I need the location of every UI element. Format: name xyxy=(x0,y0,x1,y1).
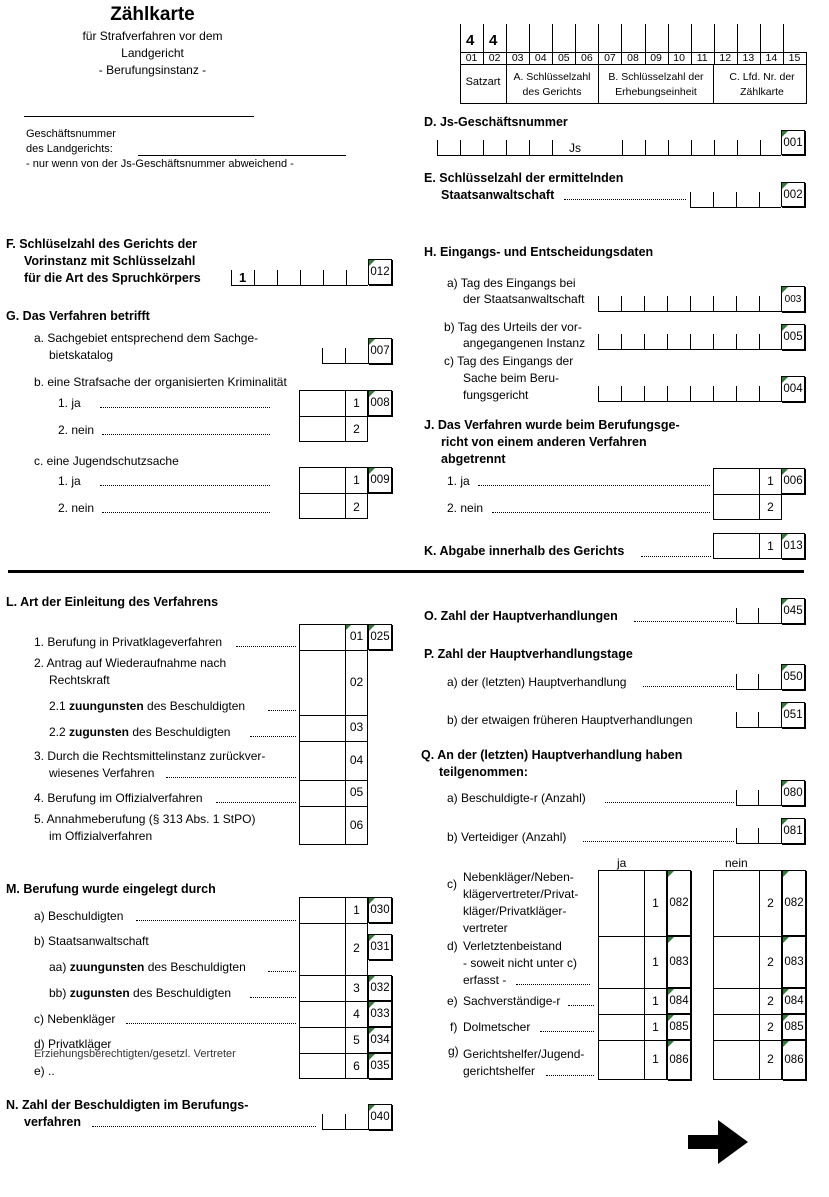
code-050: 050 xyxy=(781,664,805,690)
l-item-1: 1. Berufung in Privatklageverfahren xyxy=(34,635,223,649)
section-f-title-2: Vorinstanz mit Schlüsselzahl xyxy=(24,254,196,268)
m-num-6: 6 xyxy=(353,1059,360,1073)
g-b-checkbox-area[interactable] xyxy=(299,390,346,442)
q-c-line-2: klägervertreter/Privat- xyxy=(463,887,579,901)
n-count-input[interactable] xyxy=(322,1114,368,1130)
code-030: 030 xyxy=(368,897,392,923)
code-084-ja: 084 xyxy=(667,988,691,1014)
m-num-5: 5 xyxy=(353,1033,360,1047)
subtitle-line-1: für Strafverfahren vor dem xyxy=(82,29,223,43)
grid-label-b: B. Schlüsselzahl der Erhebungseinheit xyxy=(608,71,704,98)
grid-column-10: 11 xyxy=(696,52,708,64)
satzart-digit-1: 4 xyxy=(466,32,475,49)
g-b-num-2: 2 xyxy=(353,422,360,436)
subtitle-line-2: Landgericht xyxy=(121,46,184,60)
code-086-ja: 086 xyxy=(667,1040,691,1080)
q-d-prefix: d) xyxy=(447,939,458,953)
l-item-2-line-2: Rechtskraft xyxy=(49,673,110,687)
g-a-label-1: a. Sachgebiet entsprechend dem Sachge- xyxy=(34,331,259,345)
code-005: 005 xyxy=(781,324,805,350)
p-a-input[interactable] xyxy=(736,674,781,690)
case-number-label-1: Geschäftsnummer xyxy=(26,128,116,140)
l-checkbox-column[interactable] xyxy=(299,624,346,845)
section-n-title-1: N. Zahl der Beschuldigten im Berufungs- xyxy=(6,1098,249,1112)
prosecution-key-input[interactable] xyxy=(690,192,781,208)
section-l-title: L. Art der Einleitung des Verfahrens xyxy=(6,595,219,609)
q-ja-checkbox-column[interactable] xyxy=(598,870,645,1080)
m-a-label: a) Beschuldigten xyxy=(34,909,124,923)
grid-column-0: 01 xyxy=(465,52,478,64)
section-g-title: G. Das Verfahren betrifft xyxy=(6,309,150,323)
code-002: 002 xyxy=(781,182,805,207)
h-a-label-2: der Staatsanwaltschaft xyxy=(463,292,585,306)
g-a-label-2: bietskatalog xyxy=(49,348,114,362)
l-item-2-1: 2.1 zuungunsten des Beschuldigten xyxy=(49,699,246,713)
code-082-ja: 082 xyxy=(667,870,691,936)
code-032: 032 xyxy=(368,975,392,1001)
code-051: 051 xyxy=(781,702,805,728)
section-p-title: P. Zahl der Hauptverhandlungstage xyxy=(424,647,633,661)
m-d-label: d) Privatkläger xyxy=(34,1037,112,1051)
code-008: 008 xyxy=(368,390,392,416)
k-checkbox[interactable] xyxy=(713,533,760,559)
grid-column-2: 03 xyxy=(511,52,524,64)
code-082-nein: 082 xyxy=(782,870,806,936)
code-080: 080 xyxy=(781,780,805,806)
p-b-label: b) der etwaigen früheren Hauptverhandlungen xyxy=(447,713,693,727)
grid-column-6: 07 xyxy=(604,52,616,64)
grid-column-13: 14 xyxy=(765,52,778,64)
grid-column-14: 15 xyxy=(788,52,801,64)
p-a-label: a) der (letzten) Hauptverhandlung xyxy=(447,675,627,689)
satzart-digit-2: 4 xyxy=(489,32,498,49)
g-b-label: b. eine Strafsache der organisierten Kriminalität xyxy=(34,375,287,389)
m-checkbox-column[interactable] xyxy=(299,897,346,1079)
g-c-option-ja: 1. ja xyxy=(58,474,81,488)
code-081: 081 xyxy=(781,818,805,844)
next-page-arrow-icon[interactable] xyxy=(688,1118,750,1166)
q-nein-header: nein xyxy=(725,856,748,870)
q-c-ja-num: 1 xyxy=(652,896,659,910)
q-d-line-2: - soweit nicht unter c) xyxy=(463,956,578,970)
h-a-date-input[interactable] xyxy=(598,296,781,312)
case-number-label-2: des Landgerichts: xyxy=(26,143,113,155)
l-item-4: 4. Berufung im Offizialverfahren xyxy=(34,791,203,805)
code-031: 031 xyxy=(368,934,392,960)
j-option-ja: 1. ja xyxy=(447,474,470,488)
grid-column-12: 13 xyxy=(742,52,755,64)
section-o-title: O. Zahl der Hauptverhandlungen xyxy=(424,609,618,623)
section-j-title-2: richt von einem anderen Verfahren xyxy=(441,435,647,449)
code-033: 033 xyxy=(368,1001,392,1027)
subtitle-line-3: - Berufungsinstanz - xyxy=(98,63,207,77)
m-b-aa-label: aa) zuungunsten des Beschuldigten xyxy=(49,960,246,974)
l-num-05: 05 xyxy=(349,785,364,799)
q-f-label: Dolmetscher xyxy=(463,1020,531,1034)
m-num-4: 4 xyxy=(353,1007,360,1021)
grid-column-5: 06 xyxy=(581,52,593,64)
h-b-label-2: angegangenen Instanz xyxy=(463,336,586,350)
q-g-prefix: g) xyxy=(448,1044,459,1058)
section-q-title-1: Q. An der (letzten) Hauptverhandlung haben xyxy=(421,748,683,762)
satz-grid xyxy=(460,24,806,104)
subject-area-input[interactable] xyxy=(322,348,368,364)
q-f-prefix: f) xyxy=(450,1020,458,1034)
code-004: 004 xyxy=(781,376,805,402)
q-d-ja-num: 1 xyxy=(652,955,659,969)
l-item-5-line-2: im Offizialverfahren xyxy=(49,829,153,843)
q-a-input[interactable] xyxy=(736,790,781,806)
l-num-column xyxy=(345,624,368,845)
q-e-prefix: e) xyxy=(447,994,458,1008)
q-c-line-4: vertreter xyxy=(463,921,508,935)
g-c-num-1: 1 xyxy=(353,473,360,487)
h-a-label-1: a) Tag des Eingangs bei xyxy=(447,276,576,290)
section-n-title-2: verfahren xyxy=(24,1115,81,1129)
l-num-02: 02 xyxy=(349,675,364,689)
code-083-nein: 083 xyxy=(782,936,806,988)
q-c-line-1: Nebenkläger/Neben- xyxy=(463,870,574,884)
q-c-nein-num: 2 xyxy=(767,896,774,910)
m-num-2: 2 xyxy=(353,941,360,955)
prefill-digit: 1 xyxy=(239,270,247,285)
section-m-title: M. Berufung wurde eingelegt durch xyxy=(6,882,216,896)
g-c-checkbox-area[interactable] xyxy=(299,467,346,519)
g-b-option-nein: 2. nein xyxy=(58,423,95,437)
section-f-title-1: F. Schlüselzahl des Gerichts der xyxy=(6,237,198,251)
h-c-label-2: Sache beim Beru- xyxy=(463,371,560,385)
js-label: Js xyxy=(569,141,581,155)
g-c-label: c. eine Jugendschutzsache xyxy=(34,454,179,468)
grid-column-1: 02 xyxy=(488,52,501,64)
q-g-line-1: Gerichtshelfer/Jugend- xyxy=(463,1047,585,1061)
grid-column-3: 04 xyxy=(534,52,547,64)
section-j-title-1: J. Das Verfahren wurde beim Berufungsge- xyxy=(424,418,680,432)
l-item-2-line-1: 2. Antrag auf Wiederaufnahme nach xyxy=(34,656,227,670)
q-d-line-3: erfasst - xyxy=(463,973,507,987)
js-number-input[interactable] xyxy=(437,140,781,156)
grid-label-c: C. Lfd. Nr. der Zählkarte xyxy=(729,71,795,98)
j-num-1: 1 xyxy=(767,474,774,488)
section-e-title-2: Staatsanwaltschaft xyxy=(441,188,555,202)
h-c-date-input[interactable] xyxy=(598,386,781,402)
case-number-note: - nur wenn von der Js-Geschäftsnummer abweichend - xyxy=(26,158,294,170)
j-num-2: 2 xyxy=(767,500,774,514)
code-045: 045 xyxy=(781,598,805,624)
code-035: 035 xyxy=(368,1053,392,1079)
section-q-title-2: teilgenommen: xyxy=(439,765,528,779)
g-b-option-ja: 1. ja xyxy=(58,396,81,410)
grid-column-9: 10 xyxy=(673,52,685,64)
j-option-nein: 2. nein xyxy=(447,501,484,515)
m-b-label: b) Staatsanwaltschaft xyxy=(34,934,149,948)
grid-column-8: 09 xyxy=(650,52,662,64)
q-e-label: Sachverständige-r xyxy=(463,994,561,1008)
q-a-label: a) Beschuldigte-r (Anzahl) xyxy=(447,791,586,805)
l-item-2-2: 2.2 zugunsten des Beschuldigten xyxy=(49,725,231,739)
q-g-nein-num: 2 xyxy=(767,1052,774,1066)
q-d-line-1: Verletztenbeistand xyxy=(463,939,562,953)
l-num-06: 06 xyxy=(349,818,364,832)
section-k-title: K. Abgabe innerhalb des Gerichts xyxy=(424,544,625,558)
signature-line xyxy=(24,116,254,117)
section-d-title: D. Js-Geschäftsnummer xyxy=(424,115,568,129)
q-e-nein-num: 2 xyxy=(767,994,774,1008)
q-c-prefix: c) xyxy=(447,877,457,891)
code-012: 012 xyxy=(368,259,392,285)
prior-court-key-input[interactable] xyxy=(231,270,368,286)
h-b-label-1: b) Tag des Urteils der vor- xyxy=(444,320,582,334)
code-085-ja: 085 xyxy=(667,1014,691,1040)
code-006: 006 xyxy=(781,468,805,494)
q-g-line-2: gerichtshelfer xyxy=(463,1064,536,1078)
section-f-title-3: für die Art des Spruchkörpers xyxy=(24,271,201,285)
q-b-label: b) Verteidiger (Anzahl) xyxy=(447,830,567,844)
code-009: 009 xyxy=(368,467,392,493)
code-007: 007 xyxy=(368,338,392,364)
g-c-num-2: 2 xyxy=(353,500,360,514)
q-f-nein-num: 2 xyxy=(767,1020,774,1034)
l-item-3-line-2: wiesenes Verfahren xyxy=(49,766,155,780)
code-013: 013 xyxy=(781,533,805,559)
q-ja-header: ja xyxy=(617,856,627,870)
grid-column-4: 05 xyxy=(557,52,570,64)
j-checkbox-area[interactable] xyxy=(713,468,760,520)
section-j-title-3: abgetrennt xyxy=(441,452,506,466)
q-nein-checkbox-column[interactable] xyxy=(713,870,760,1080)
h-c-label-3: fungsgericht xyxy=(463,388,529,402)
m-e-label: e) .. xyxy=(34,1064,55,1078)
m-num-3: 3 xyxy=(353,981,360,995)
code-084-nein: 084 xyxy=(782,988,806,1014)
q-c-line-3: kläger/Privatkläger- xyxy=(463,904,567,918)
q-d-nein-num: 2 xyxy=(767,955,774,969)
l-num-03: 03 xyxy=(349,720,364,734)
q-f-ja-num: 1 xyxy=(652,1020,659,1034)
o-count-input[interactable] xyxy=(736,608,781,624)
m-c-label: c) Nebenkläger xyxy=(34,1012,116,1026)
grid-column-11: 12 xyxy=(719,52,732,64)
code-040: 040 xyxy=(368,1104,392,1130)
code-085-nein: 085 xyxy=(782,1014,806,1040)
code-001: 001 xyxy=(781,130,805,155)
q-b-input[interactable] xyxy=(736,828,781,844)
section-h-title: H. Eingangs- und Entscheidungsdaten xyxy=(424,245,654,259)
satzart-label: Satzart xyxy=(465,76,501,88)
code-034: 034 xyxy=(368,1027,392,1053)
code-003: 003 xyxy=(781,286,805,312)
m-b-bb-label: bb) zugunsten des Beschuldigten xyxy=(49,986,232,1000)
section-e-title-1: E. Schlüsselzahl der ermittelnden xyxy=(424,171,624,185)
l-num-04: 04 xyxy=(349,753,364,767)
grid-label-a: A. Schlüsselzahl des Gerichts xyxy=(513,71,591,98)
grid-column-7: 08 xyxy=(627,52,639,64)
p-b-input[interactable] xyxy=(736,712,781,728)
code-025: 025 xyxy=(368,624,392,650)
section-divider xyxy=(8,570,804,573)
k-num: 1 xyxy=(767,539,774,553)
code-086-nein: 086 xyxy=(782,1040,806,1080)
q-g-ja-num: 1 xyxy=(652,1052,659,1066)
code-083-ja: 083 xyxy=(667,936,691,988)
l-num-01: 01 xyxy=(349,629,364,643)
q-e-ja-num: 1 xyxy=(652,994,659,1008)
g-c-option-nein: 2. nein xyxy=(58,501,95,515)
m-num-1: 1 xyxy=(353,903,360,917)
h-c-label-1: c) Tag des Eingangs der xyxy=(444,354,574,368)
l-item-3-line-1: 3. Durch die Rechtsmittelinstanz zurückver- xyxy=(34,749,266,763)
h-b-date-input[interactable] xyxy=(598,334,781,350)
g-b-num-1: 1 xyxy=(353,396,360,410)
m-e-overprint: Erziehungsberechtigten/gesetzl. Vertreter xyxy=(34,1048,236,1060)
form-title: Zählkarte xyxy=(110,4,195,25)
l-item-5-line-1: 5. Annahmeberufung (§ 313 Abs. 1 StPO) xyxy=(34,812,256,826)
